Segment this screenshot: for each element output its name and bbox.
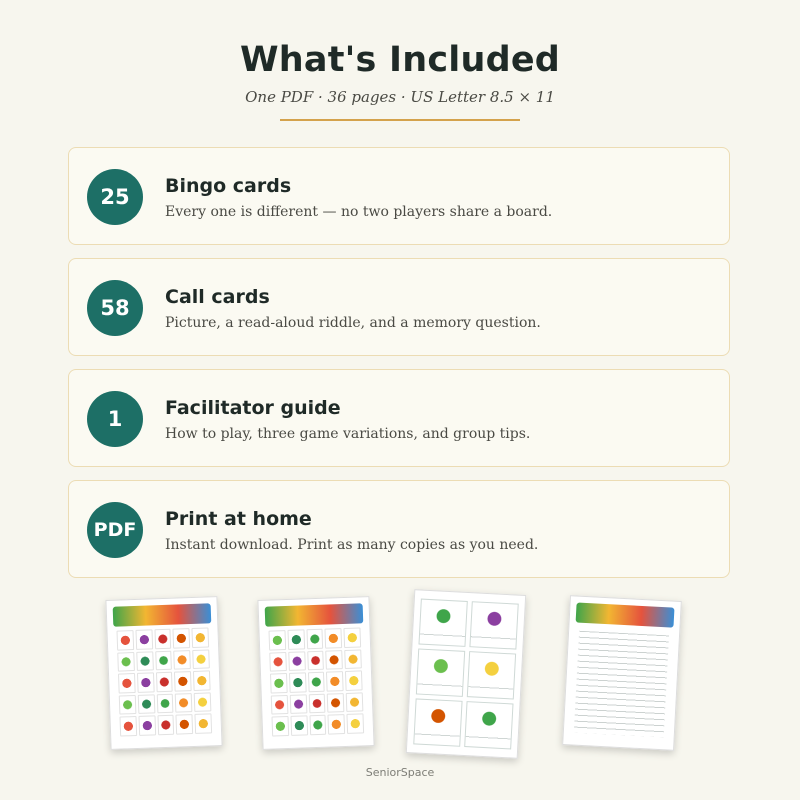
- bingo-cell: [137, 673, 154, 693]
- bingo-cell: [174, 650, 191, 670]
- included-item-bingo-cards: [68, 147, 730, 245]
- bingo-cell: [174, 671, 191, 691]
- call-cards-preview: [406, 589, 526, 759]
- bingo-cell: [327, 693, 344, 713]
- bingo-cell: [290, 694, 307, 714]
- item-title: Facilitator guide: [165, 397, 341, 419]
- bingo-cell: [269, 652, 286, 672]
- bingo-cell: [288, 651, 305, 671]
- page-title: What's Included: [239, 40, 561, 80]
- bingo-cell: [193, 671, 210, 691]
- bingo-grid: [268, 627, 364, 736]
- bingo-cell: [138, 716, 155, 736]
- bingo-cell: [157, 715, 174, 735]
- item-description: Every one is different — no two players share a board.: [165, 204, 553, 220]
- bingo-cell: [176, 714, 193, 734]
- bingo-cell: [307, 650, 324, 670]
- bingo-cell: [289, 673, 306, 693]
- bingo-cell: [175, 693, 192, 713]
- bingo-cell: [309, 715, 326, 735]
- call-card: [416, 648, 465, 696]
- guide-text-lines: [574, 631, 669, 738]
- bingo-grid: [116, 627, 212, 736]
- bingo-cell: [117, 652, 134, 672]
- bingo-cell: [135, 629, 152, 649]
- bingo-cell: [116, 630, 133, 650]
- bingo-cell: [195, 714, 212, 734]
- bingo-cell: [156, 672, 173, 692]
- bingo-cell: [194, 692, 211, 712]
- call-card-grid: [413, 599, 519, 750]
- bingo-cell: [271, 695, 288, 715]
- included-item-call-cards: [68, 258, 730, 356]
- bingo-cell: [156, 693, 173, 713]
- bingo-cell: [270, 673, 287, 693]
- bingo-cell: [119, 695, 136, 715]
- bingo-cell: [326, 650, 343, 670]
- bingo-cell: [344, 627, 361, 647]
- bingo-cell: [346, 692, 363, 712]
- bingo-card-banner: [113, 603, 212, 626]
- title-divider: [280, 119, 520, 121]
- bingo-cell: [155, 650, 172, 670]
- guide-banner: [576, 603, 675, 628]
- bingo-cell: [120, 716, 137, 736]
- bingo-cell: [306, 629, 323, 649]
- format-badge: PDF: [87, 502, 143, 558]
- included-item-facilitator-guide: [68, 369, 730, 467]
- item-title: Call cards: [165, 286, 270, 308]
- item-title: Print at home: [165, 508, 312, 530]
- bingo-cell: [328, 714, 345, 734]
- item-title: Bingo cards: [165, 175, 292, 197]
- count-badge: 58: [87, 280, 143, 336]
- bingo-cell: [192, 649, 209, 669]
- count-badge: 25: [87, 169, 143, 225]
- call-card: [413, 698, 462, 746]
- bingo-cell: [308, 693, 325, 713]
- bingo-cell: [192, 627, 209, 647]
- call-card: [418, 599, 467, 647]
- bingo-cell: [326, 671, 343, 691]
- item-description: Instant download. Print as many copies as you need.: [165, 537, 539, 553]
- bingo-cell: [136, 651, 153, 671]
- bingo-cell: [287, 629, 304, 649]
- page-subtitle: One PDF · 36 pages · US Letter 8.5 × 11: [245, 88, 555, 106]
- bingo-card-preview-2: [257, 596, 374, 750]
- call-card: [469, 601, 518, 649]
- bingo-cell: [325, 628, 342, 648]
- item-description: How to play, three game variations, and group tips.: [165, 426, 531, 442]
- bingo-cell: [138, 694, 155, 714]
- bingo-card-preview-1: [105, 596, 222, 750]
- call-card: [464, 701, 513, 749]
- included-item-print-at-home: [68, 480, 730, 578]
- bingo-cell: [347, 714, 364, 734]
- bingo-cell: [268, 630, 285, 650]
- item-description: Picture, a read-aloud riddle, and a memory question.: [165, 315, 541, 331]
- bingo-cell: [118, 673, 135, 693]
- bingo-cell: [154, 629, 171, 649]
- bingo-cell: [173, 628, 190, 648]
- bingo-cell: [290, 716, 307, 736]
- bingo-cell: [344, 649, 361, 669]
- bingo-cell: [308, 672, 325, 692]
- bingo-cell: [345, 671, 362, 691]
- count-badge: 1: [87, 391, 143, 447]
- brand-logo: SeniorSpace: [365, 766, 435, 779]
- guide-preview: [562, 595, 682, 751]
- bingo-card-banner: [265, 603, 364, 626]
- bingo-cell: [272, 716, 289, 736]
- call-card: [467, 651, 516, 699]
